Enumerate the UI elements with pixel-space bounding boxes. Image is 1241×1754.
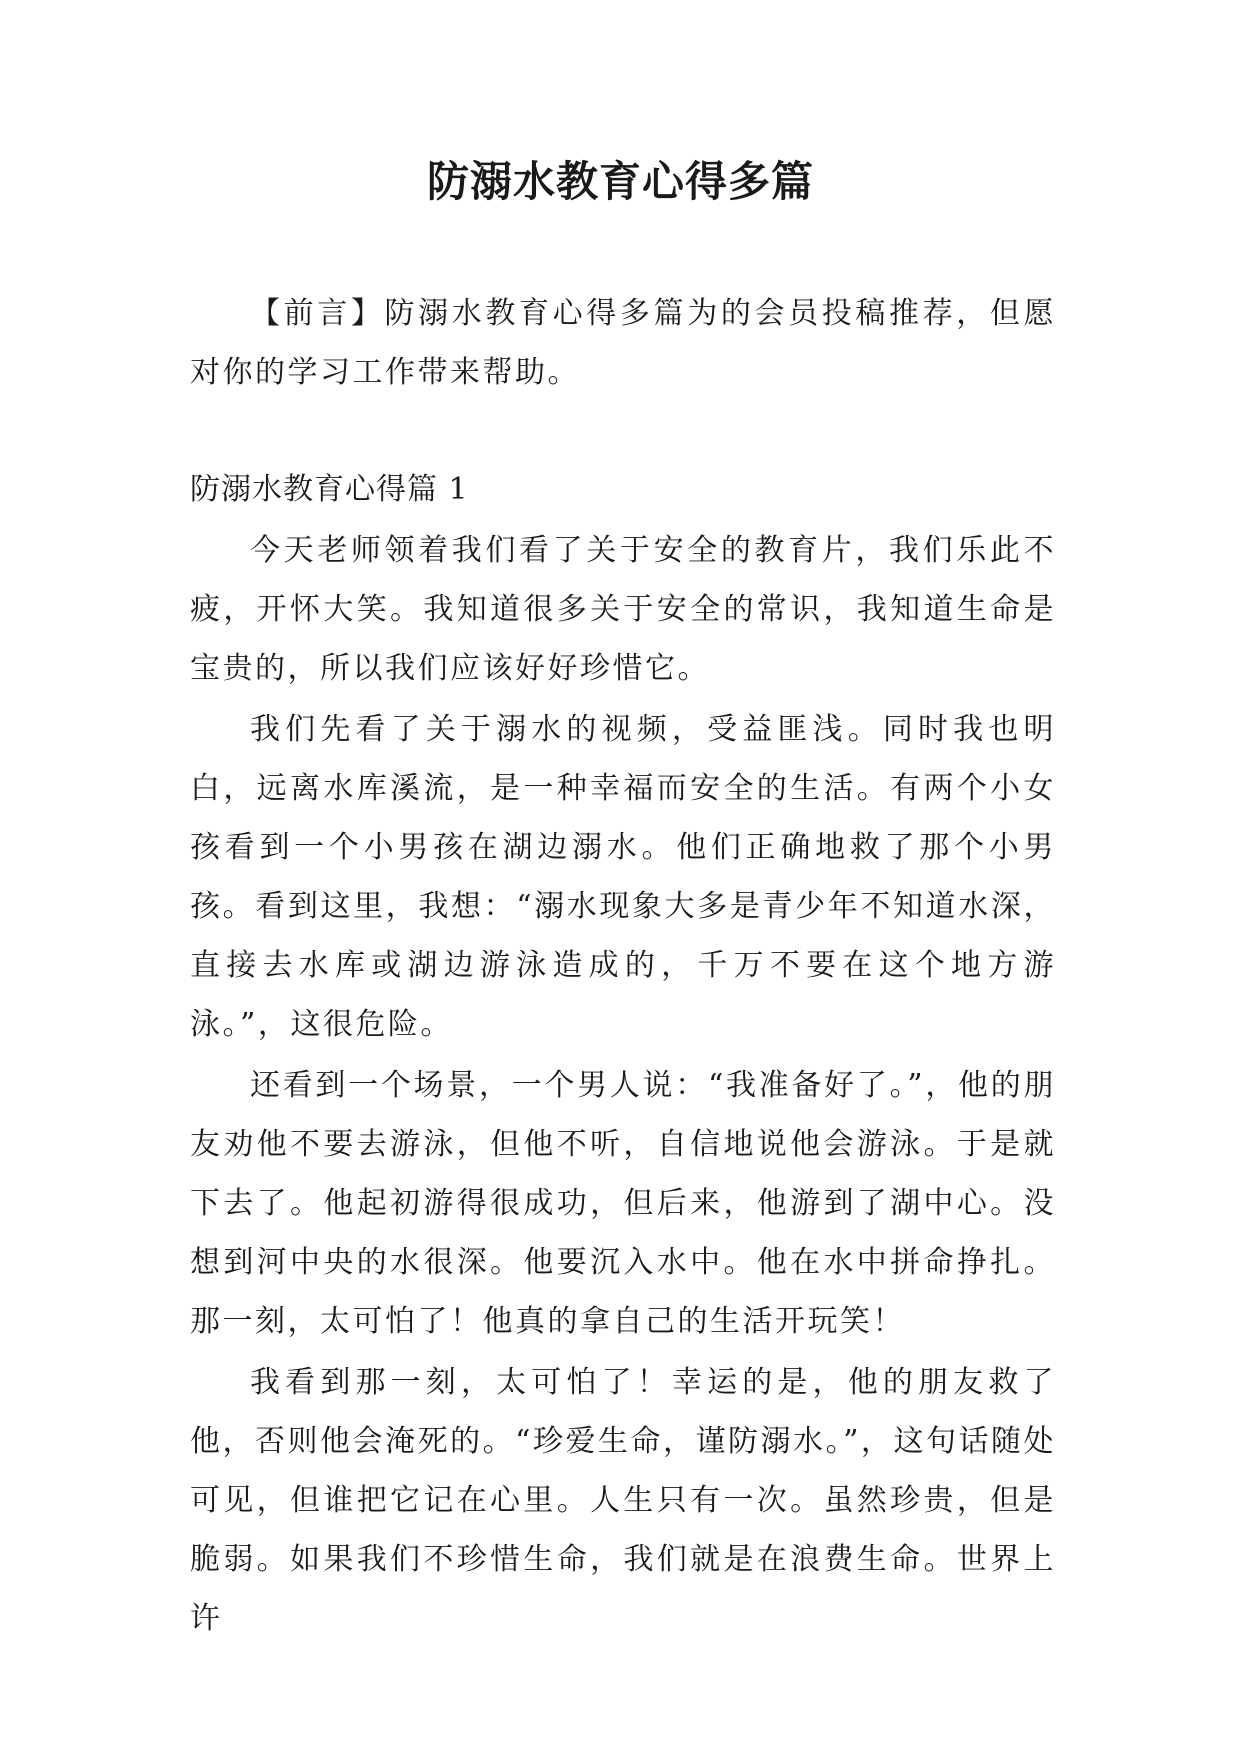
article-paragraph: 我看到那一刻，太可怕了！幸运的是，他的朋友救了他，否则他会淹死的。“珍爱生命，谨防溺水。”，这句话随处可见，但谁把它记在心里。人生只有一次。虽然珍贵，但是脆弱。如果我们不珍惜生命，我们就是在浪费生命。世界上许 [190, 1365, 1056, 1636]
article-paragraph: 我们先看了关于溺水的视频，受益匪浅。同时我也明白，远离水库溪流，是一种幸福而安全的生活。有两个小女孩看到一个小男孩在湖边溺水。他们正确地救了那个小男孩。看到这里，我想：“溺水现象大多是青少年不知道水深，直接去水库或湖边游泳造成的，千万不要在这个地方游泳。”，这很危险。 [190, 712, 1056, 1042]
article-section [190, 460, 1056, 1648]
preface-block [190, 284, 1056, 402]
preface-text: 【前言】防溺水教育心得多篇为的会员投稿推荐，但愿对你的学习工作带来帮助。 [190, 296, 1056, 390]
document-title: 防溺水教育心得多篇 [426, 157, 814, 206]
section-heading: 防溺水教育心得篇 1 [190, 472, 469, 507]
article-paragraph: 还看到一个场景，一个男人说：“我准备好了。”，他的朋友劝他不要去游泳，但他不听，自信地说他会游泳。于是就下去了。他起初游得很成功，但后来，他游到了湖中心。没想到河中央的水很深。他要沉入水中。他在水中拼命挣扎。那一刻，太可怕了！他真的拿自己的生活开玩笑！ [190, 1068, 1056, 1339]
article-paragraph: 今天老师领着我们看了关于安全的教育片，我们乐此不疲，开怀大笑。我知道很多关于安全的常识，我知道生命是宝贵的，所以我们应该好好珍惜它。 [190, 533, 1056, 686]
